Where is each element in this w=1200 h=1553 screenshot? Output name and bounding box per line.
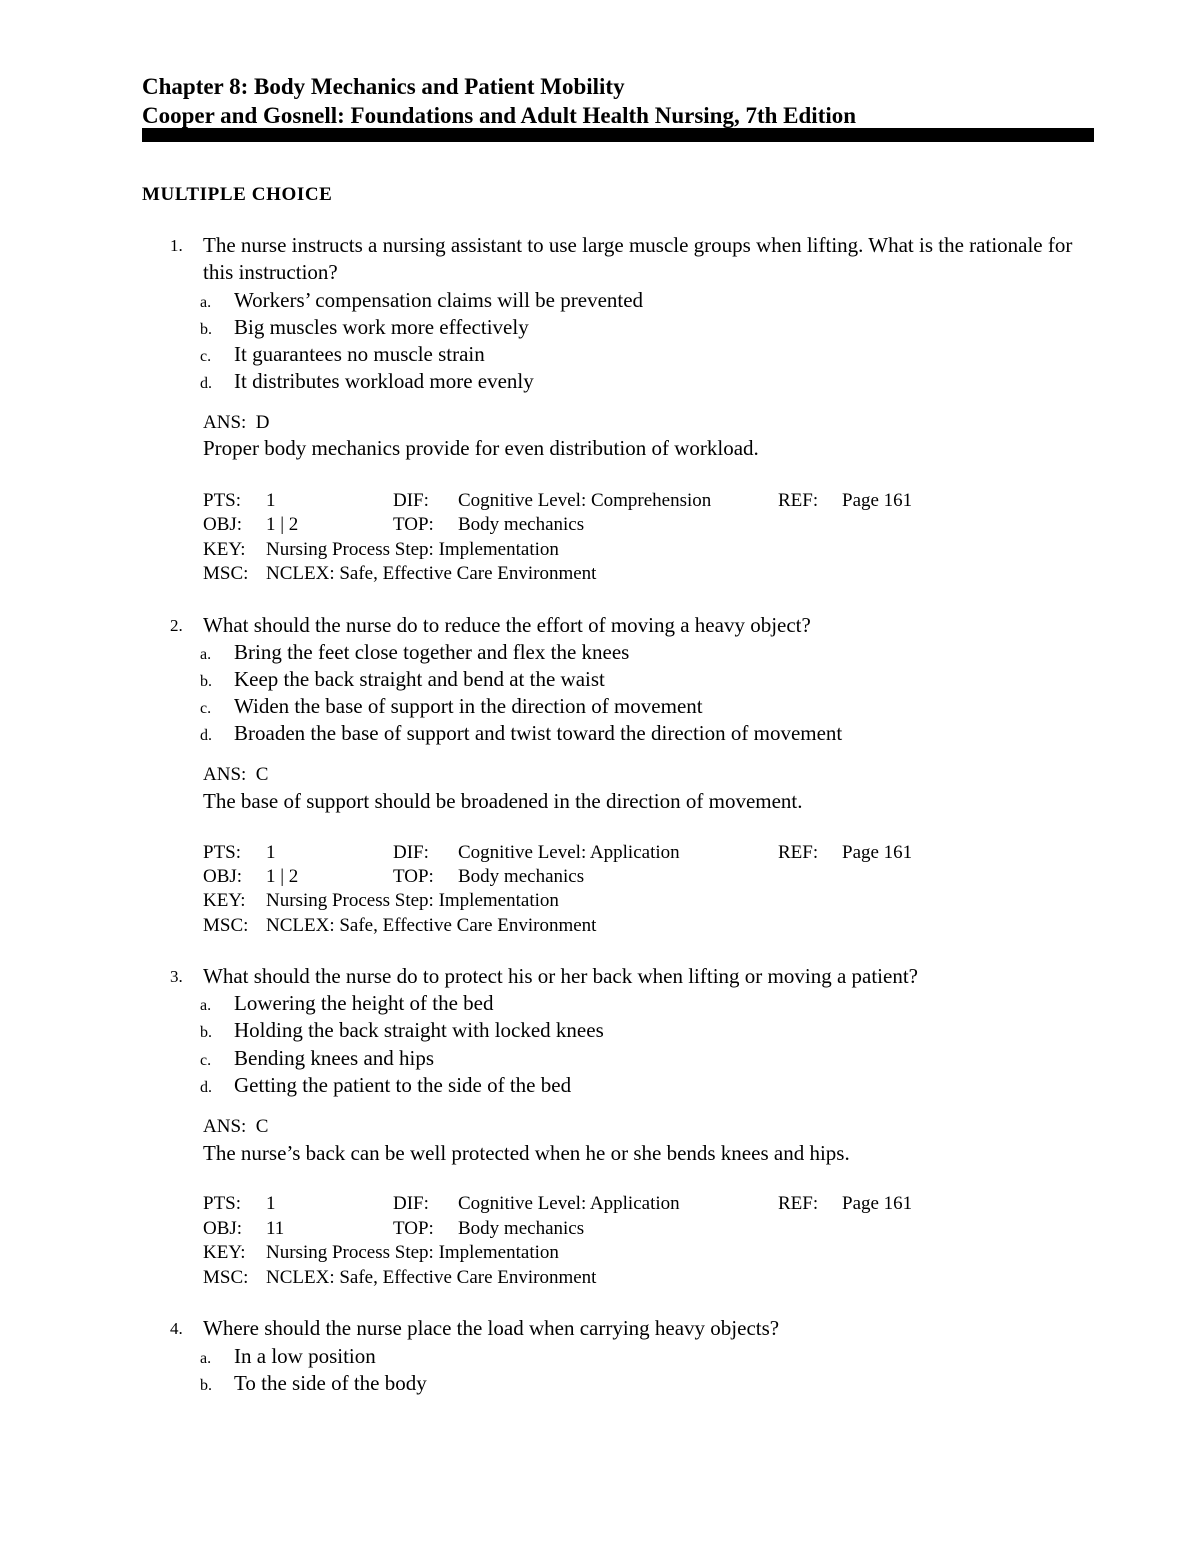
msc-value: NCLEX: Safe, Effective Care Environment <box>266 563 597 584</box>
choice-text: In a low position <box>234 1344 376 1368</box>
ref-label: REF: <box>778 1193 819 1214</box>
dif-label: DIF: <box>393 490 429 511</box>
choice-letter: c. <box>200 700 212 717</box>
chapter-title: Chapter 8: Body Mechanics and Patient Mobility <box>142 74 625 99</box>
rationale: The base of support should be broadened in the direction of movement. <box>203 789 803 813</box>
ref-label: REF: <box>778 490 819 511</box>
key-value: Nursing Process Step: Implementation <box>266 539 559 560</box>
choice-text: It guarantees no muscle strain <box>234 342 485 366</box>
choice-letter: a. <box>200 997 212 1014</box>
choice-letter: b. <box>200 1024 212 1041</box>
dif-value: Cognitive Level: Application <box>458 842 680 863</box>
answer-label: ANS: <box>203 764 247 785</box>
choice-letter: c. <box>200 1052 212 1069</box>
question-number: 3. <box>170 967 183 986</box>
choice-text: Holding the back straight with locked knees <box>234 1018 604 1042</box>
choice-b <box>0 666 1000 693</box>
question-number: 1. <box>170 236 183 255</box>
choice-letter: a. <box>200 646 212 663</box>
choice-text: Keep the back straight and bend at the waist <box>234 667 605 691</box>
choice-text: Bending knees and hips <box>234 1046 435 1070</box>
pts-label: PTS: <box>203 490 242 511</box>
choice-letter: c. <box>200 348 212 365</box>
question-stem: Where should the nurse place the load when carrying heavy objects? <box>203 1316 780 1340</box>
msc-value: NCLEX: Safe, Effective Care Environment <box>266 915 597 936</box>
section-heading: MULTIPLE CHOICE <box>142 184 333 205</box>
obj-value: 1 | 2 <box>266 866 299 887</box>
choice-text: Widen the base of support in the direction of movement <box>234 694 703 718</box>
choice-text: Bring the feet close together and flex the knees <box>234 640 630 664</box>
msc-label: MSC: <box>203 563 249 584</box>
dif-label: DIF: <box>393 842 429 863</box>
pts-value: 1 <box>266 1193 276 1214</box>
pts-label: PTS: <box>203 1193 242 1214</box>
answer-label: ANS: <box>203 412 247 433</box>
choice-letter: d. <box>200 375 212 392</box>
choice-c <box>0 693 1000 720</box>
obj-value: 11 <box>266 1218 285 1239</box>
choice-text: To the side of the body <box>234 1371 427 1395</box>
rationale: The nurse’s back can be well protected when he or she bends knees and hips. <box>203 1141 850 1165</box>
choice-c <box>0 1045 1000 1072</box>
choice-letter: d. <box>200 1079 212 1096</box>
choice-c <box>0 341 1000 368</box>
choice-d <box>0 720 1000 747</box>
choice-a <box>0 287 1000 314</box>
pts-value: 1 <box>266 490 276 511</box>
choice-letter: b. <box>200 673 212 690</box>
top-value: Body mechanics <box>458 1218 585 1239</box>
choice-b <box>0 314 1000 341</box>
choice-a <box>0 990 1000 1017</box>
msc-label: MSC: <box>203 915 249 936</box>
choice-text: Workers’ compensation claims will be prevented <box>234 288 644 312</box>
dif-label: DIF: <box>393 1193 429 1214</box>
top-label: TOP: <box>393 1218 434 1239</box>
choice-text: Broaden the base of support and twist toward the direction of movement <box>234 721 843 745</box>
answer-label: ANS: <box>203 1116 247 1137</box>
choice-text: It distributes workload more evenly <box>234 369 534 393</box>
pts-value: 1 <box>266 842 276 863</box>
choice-a <box>0 639 1000 666</box>
title-divider <box>142 128 1094 142</box>
answer-value: D <box>255 412 270 433</box>
answer-line <box>203 1115 268 1139</box>
ref-value: Page 161 <box>842 1193 913 1214</box>
question-stem: The nurse instructs a nursing assistant to use large muscle groups when lifting. What is the rationale for this instruction? <box>203 233 1073 284</box>
choice-text: Big muscles work more effectively <box>234 315 529 339</box>
key-label: KEY: <box>203 539 246 560</box>
choice-letter: d. <box>200 727 212 744</box>
key-label: KEY: <box>203 1242 246 1263</box>
choice-letter: b. <box>200 1377 212 1394</box>
top-value: Body mechanics <box>458 514 585 535</box>
answer-value: C <box>255 764 269 785</box>
pts-label: PTS: <box>203 842 242 863</box>
top-label: TOP: <box>393 866 434 887</box>
choice-letter: a. <box>200 1350 212 1367</box>
rationale: Proper body mechanics provide for even distribution of workload. <box>203 436 759 460</box>
answer-line <box>203 411 270 435</box>
top-value: Body mechanics <box>458 866 585 887</box>
choice-d <box>0 1072 1000 1099</box>
question-number: 4. <box>170 1319 183 1338</box>
msc-value: NCLEX: Safe, Effective Care Environment <box>266 1267 597 1288</box>
choice-letter: b. <box>200 321 212 338</box>
question-number: 2. <box>170 616 183 635</box>
obj-label: OBJ: <box>203 1218 243 1239</box>
answer-value: C <box>255 1116 269 1137</box>
book-title: Cooper and Gosnell: Foundations and Adult Health Nursing, 7th Edition <box>142 103 857 128</box>
key-label: KEY: <box>203 890 246 911</box>
choice-letter: a. <box>200 294 212 311</box>
choice-d <box>0 368 1000 395</box>
obj-label: OBJ: <box>203 866 243 887</box>
choice-b <box>0 1370 1000 1397</box>
key-value: Nursing Process Step: Implementation <box>266 890 559 911</box>
choice-text: Getting the patient to the side of the bed <box>234 1073 572 1097</box>
ref-label: REF: <box>778 842 819 863</box>
answer-line <box>203 763 268 787</box>
choice-a <box>0 1343 1000 1370</box>
obj-value: 1 | 2 <box>266 514 299 535</box>
dif-value: Cognitive Level: Application <box>458 1193 680 1214</box>
msc-label: MSC: <box>203 1267 249 1288</box>
top-label: TOP: <box>393 514 434 535</box>
key-value: Nursing Process Step: Implementation <box>266 1242 559 1263</box>
choice-text: Lowering the height of the bed <box>234 991 494 1015</box>
dif-value: Cognitive Level: Comprehension <box>458 490 712 511</box>
obj-label: OBJ: <box>203 514 243 535</box>
ref-value: Page 161 <box>842 842 913 863</box>
choice-b <box>0 1017 1000 1044</box>
question-stem: What should the nurse do to protect his or her back when lifting or moving a patient? <box>203 964 918 988</box>
ref-value: Page 161 <box>842 490 913 511</box>
question-stem: What should the nurse do to reduce the effort of moving a heavy object? <box>203 613 811 637</box>
